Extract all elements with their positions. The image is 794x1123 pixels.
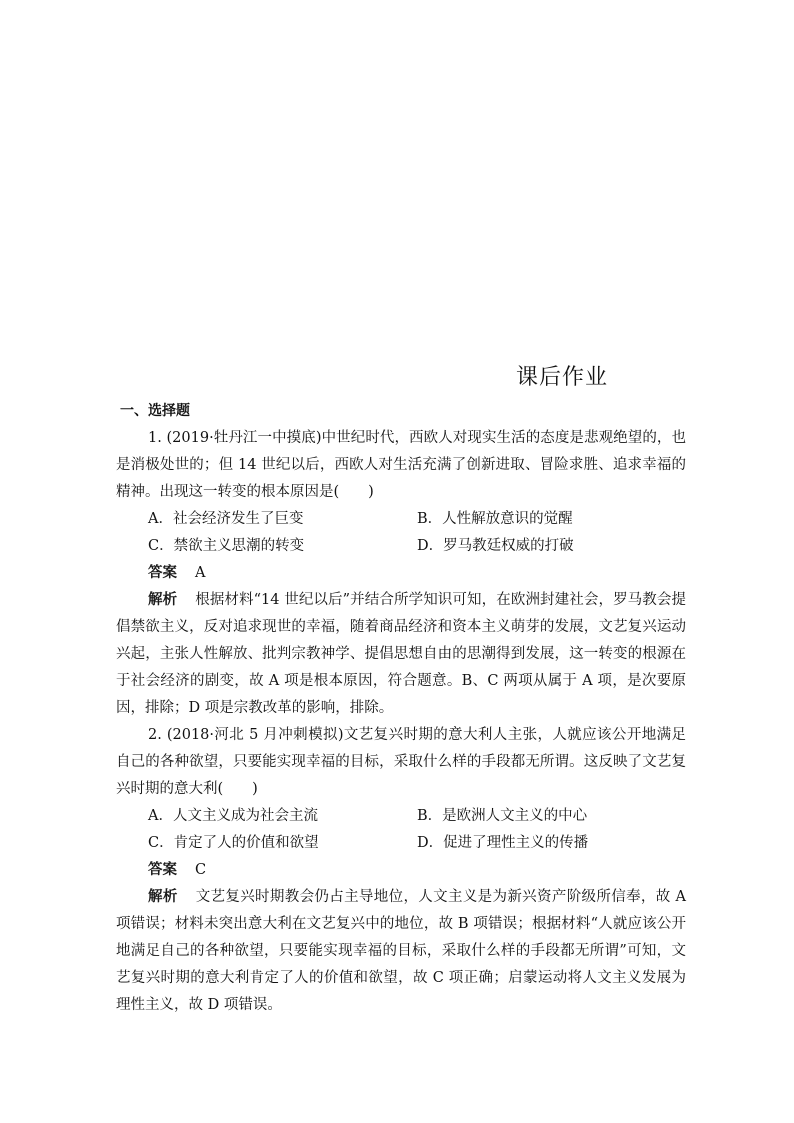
section-heading: 一、选择题 — [120, 403, 190, 419]
option-d: D．促进了理性主义的传播 — [417, 835, 589, 851]
question-1 — [116, 425, 686, 722]
answer-value: C — [195, 862, 207, 878]
answer-row — [148, 560, 686, 587]
answer-label: 答案 — [148, 565, 177, 581]
options-list — [148, 803, 686, 857]
analysis-text: 文艺复兴时期教会仍占主导地位，人文主义是为新兴资产阶级所信奉，故 A 项错误；材料未突出意大利在文艺复兴中的地位，故 B 项错误；根据材料“人就应该公开地满足自己的各种欲望，只要能实现幸福的目标，采取什么样的手段都无所谓”可知，文艺复兴时期的意大利肯定了人的价值和欲望，故 C 项正确；启蒙运动将人文主义发展为理性主义，故 D 项错误。 — [116, 889, 687, 1013]
analysis-label: 解析 — [148, 889, 178, 905]
option-a: A．社会经济发生了巨变 — [148, 511, 304, 527]
option-a: A．人文主义成为社会主流 — [148, 808, 318, 824]
question-stem: 1. (2019·牡丹江一中摸底)中世纪时代，西欧人对现实生活的态度是悲观绝望的，也是消极处世的；但 14 世纪以后，西欧人对生活充满了创新进取、冒险求胜、追求幸福的精神。出现这一转变的根本原因是( ) — [116, 430, 686, 500]
option-d: D．罗马教廷权威的打破 — [417, 538, 574, 554]
option-c: C．肯定了人的价值和欲望 — [148, 835, 319, 851]
answer-value: A — [195, 565, 206, 581]
analysis-paragraph — [116, 587, 686, 722]
answer-label: 答案 — [148, 862, 177, 878]
page-title: 课后作业 — [515, 365, 608, 390]
answer-row — [148, 857, 686, 884]
analysis-label: 解析 — [148, 592, 178, 608]
analysis-text: 根据材料“14 世纪以后”并结合所学知识可知，在欧洲封建社会，罗马教会提倡禁欲主义，反对追求现世的幸福，随着商品经济和资本主义萌芽的发展，文艺复兴运动兴起，主张人性解放、批判宗教神学、提倡思想自由的思潮得到发展，这一转变的根源在于社会经济的剧变，故 A 项是根本原因，符合题意。B、C 两项从属于 A 项，是次要原因，排除；D 项是宗教改革的影响，排除。 — [116, 592, 686, 716]
homework-content — [116, 398, 686, 1019]
option-b: B．人性解放意识的觉醒 — [417, 511, 573, 527]
option-c: C．禁欲主义思潮的转变 — [148, 538, 305, 554]
question-2 — [116, 722, 686, 1019]
question-stem: 2. (2018·河北 5 月冲刺模拟)文艺复兴时期的意大利人主张，人就应该公开地满足自己的各种欲望，只要能实现幸福的目标，采取什么样的手段都无所谓。这反映了文艺复兴时期的意大利( ) — [116, 727, 686, 797]
analysis-paragraph — [116, 884, 686, 1019]
options-list — [148, 506, 686, 560]
option-b: B．是欧洲人文主义的中心 — [417, 808, 588, 824]
